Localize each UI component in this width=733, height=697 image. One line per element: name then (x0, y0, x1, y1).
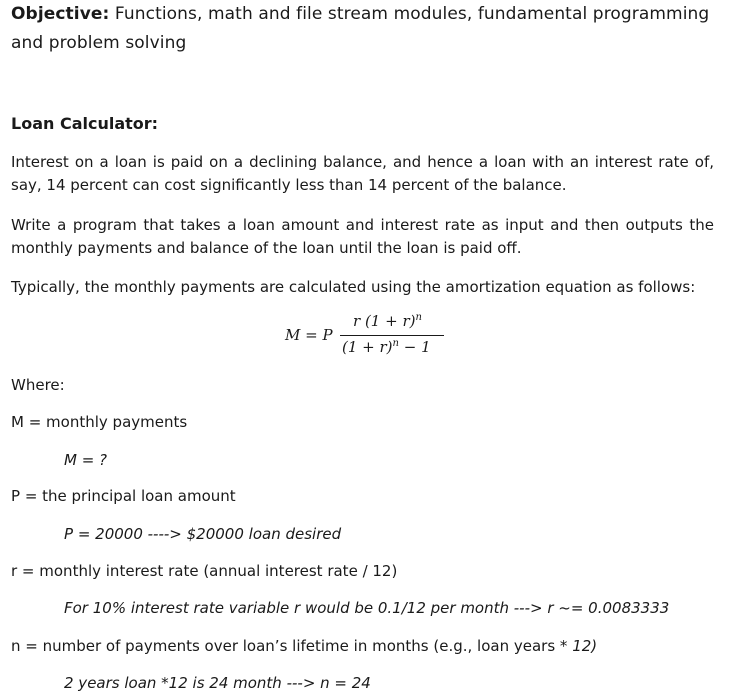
objective-statement (11, 0, 723, 58)
formula-denominator (342, 338, 431, 356)
formula-denominator-base: (1 + r) (342, 338, 393, 356)
m-value: M = ? (64, 451, 108, 469)
p-definition: P = the principal loan amount (11, 487, 236, 505)
r-definition: r = monthly interest rate (annual interest rate / 12) (11, 562, 398, 580)
r-value: For 10% interest rate variable r would be 0.1/12 per month ---> r ~= 0.0083333 (64, 599, 670, 617)
where-label: Where: (11, 376, 65, 394)
n-definition-main: n = number of payments over loan’s lifetime in months (e.g., loan years * (11, 637, 573, 655)
section-heading: Loan Calculator: (11, 114, 159, 133)
p-value: P = 20000 ----> $20000 loan desired (64, 525, 342, 543)
formula-fraction-bar (340, 335, 444, 336)
formula-lhs: M = P (285, 326, 333, 344)
n-value: 2 years loan *12 is 24 month ---> n = 24 (64, 674, 371, 692)
n-definition-tail: 12) (572, 637, 598, 655)
formula-numerator-exponent: n (415, 312, 422, 323)
objective-text: Functions, math and file stream modules, fundamental programming and problem solving (11, 4, 710, 53)
n-definition (11, 635, 597, 657)
formula-denominator-exponent: n (392, 338, 399, 349)
formula-numerator-base: r (1 + r) (353, 312, 416, 330)
formula-numerator (353, 312, 422, 330)
paragraph-interest: Interest on a loan is paid on a declining balance, and hence a loan with an interest rate of, say, 14 percent can cost significantly less than 14 percent of the balance. (11, 153, 714, 194)
paragraph-amortization-intro: Typically, the monthly payments are calculated using the amortization equation as follows: (11, 278, 696, 296)
paragraph-program-task: Write a program that takes a loan amount and interest rate as input and then outputs the monthly payments and balance of the loan until the loan is paid off. (11, 216, 714, 257)
formula-denominator-tail: − 1 (398, 338, 431, 356)
objective-label: Objective: (11, 4, 110, 24)
m-definition: M = monthly payments (11, 413, 188, 431)
